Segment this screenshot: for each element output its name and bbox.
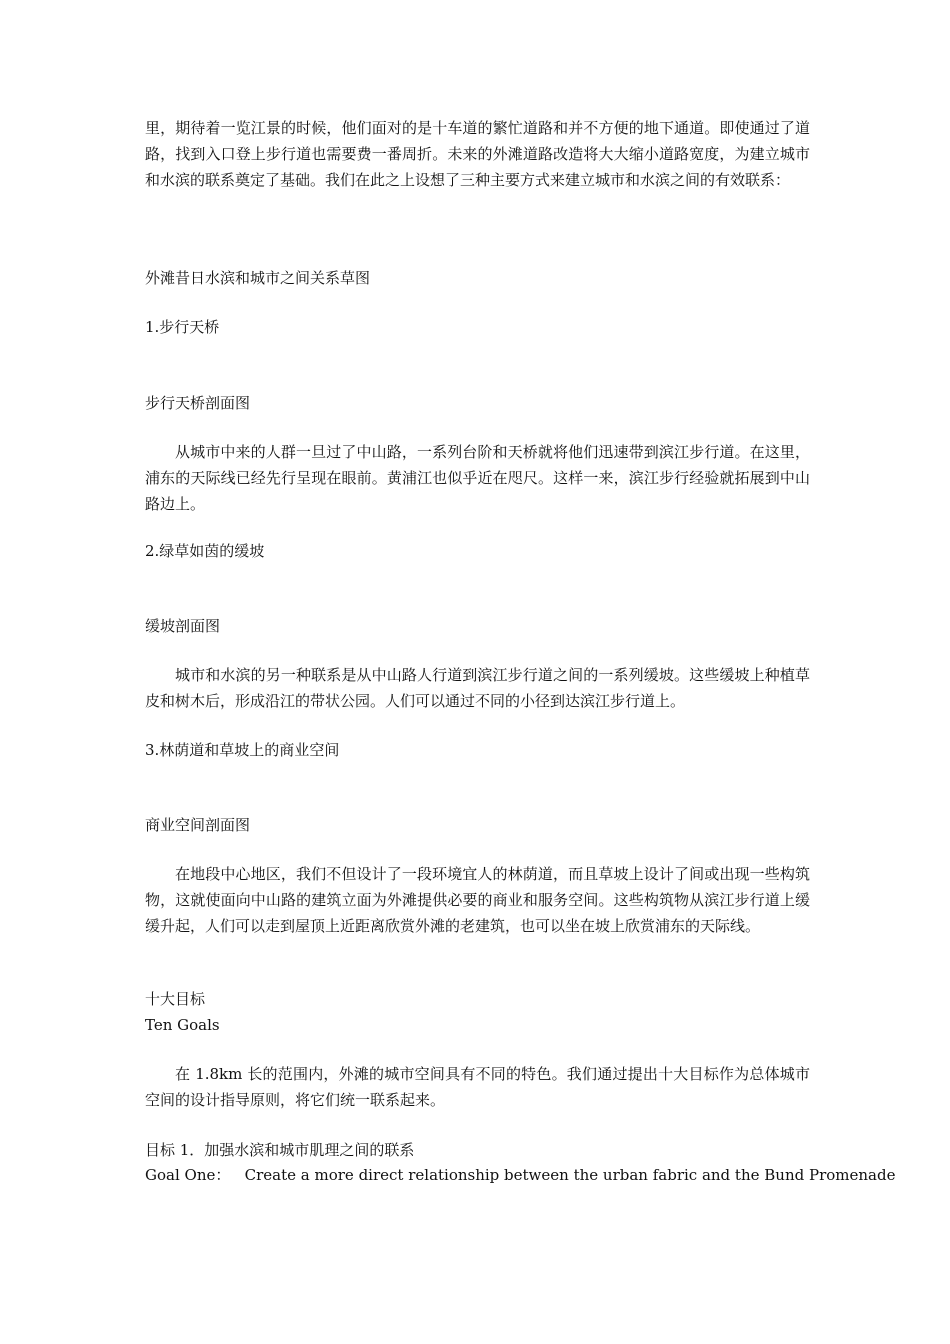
sketch-caption: 外滩昔日水滨和城市之间关系草图	[145, 269, 371, 287]
goals-title-cn: 十大目标	[145, 990, 206, 1008]
section3-caption: 商业空间剖面图	[145, 816, 251, 834]
section1-heading: 1.步行天桥	[145, 318, 220, 336]
section2-caption: 缓坡剖面图	[145, 617, 221, 635]
section3-heading: 3.林荫道和草坡上的商业空间	[145, 741, 340, 759]
intro-paragraph: 里，期待着一览江景的时候，他们面对的是十车道的繁忙道路和并不方便的地下通道。即使通过了道路，找到入口登上步行道也需要费一番周折。未来的外滩道路改造将大大缩小道路宽度，为建立城市和水滨的联系奠定了基础。我们在此之上设想了三种主要方式来建立城市和水滨之间的有效联系：	[145, 119, 810, 189]
section1-paragraph: 从城市中来的人群一旦过了中山路，一系列台阶和天桥就将他们迅速带到滨江步行道。在这里，浦东的天际线已经先行呈现在眼前。黄浦江也似乎近在咫尺。这样一来，滨江步行经验就拓展到中山路边上。	[145, 443, 810, 513]
section3-paragraph: 在地段中心地区，我们不但设计了一段环境宜人的林荫道，而且草坡上设计了间或出现一些构筑物，这就使面向中山路的建筑立面为外滩提供必要的商业和服务空间。这些构筑物从滨江步行道上缓缓升起，人们可以走到屋顶上近距离欣赏外滩的老建筑，也可以坐在坡上欣赏浦东的天际线。	[145, 865, 810, 935]
section1-caption: 步行天桥剖面图	[145, 394, 251, 412]
section2-heading: 2.绿草如茵的缓坡	[145, 542, 265, 560]
goal1-cn: 目标 1．加强水滨和城市肌理之间的联系	[145, 1141, 415, 1159]
goals-title-en: Ten Goals	[145, 1016, 220, 1034]
goal1-en: Goal One： Create a more direct relationship between the urban fabric and the Bund Promenade	[145, 1166, 896, 1184]
section2-paragraph: 城市和水滨的另一种联系是从中山路人行道到滨江步行道之间的一系列缓坡。这些缓坡上种植草皮和树木后，形成沿江的带状公园。人们可以通过不同的小径到达滨江步行道上。	[145, 666, 810, 710]
goals-paragraph: 在 1.8km 长的范围内，外滩的城市空间具有不同的特色。我们通过提出十大目标作为总体城市空间的设计指导原则，将它们统一联系起来。	[145, 1065, 810, 1109]
